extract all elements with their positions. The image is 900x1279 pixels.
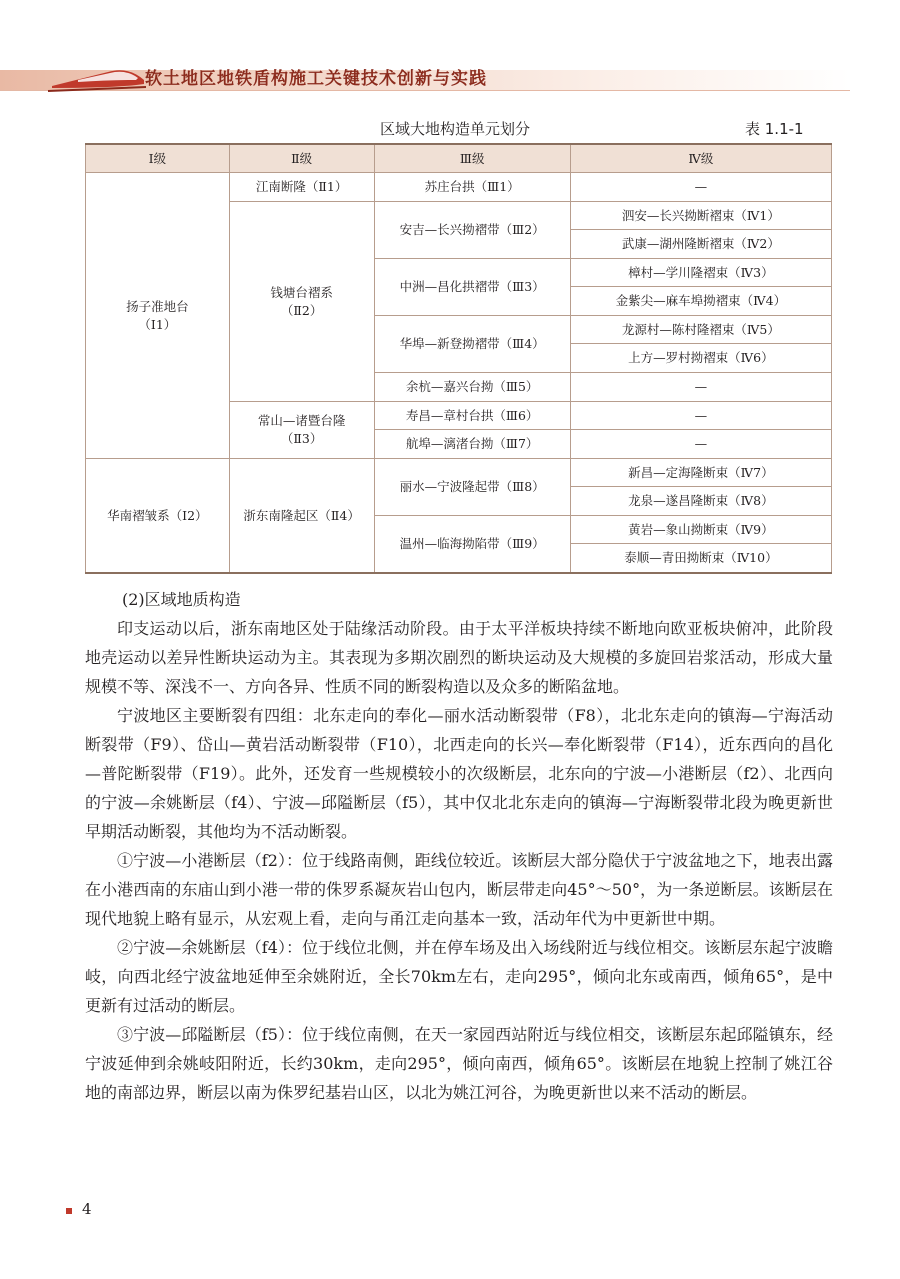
level4-cell: 泰顺—青田拗断束（Ⅳ10）: [570, 544, 831, 574]
level4-cell: 樟村—学川隆褶束（Ⅳ3）: [570, 259, 831, 287]
level4-cell: 金紫尖—麻车埠拗褶束（Ⅳ4）: [570, 287, 831, 316]
level4-cell: —: [570, 373, 831, 402]
page-number: 4: [82, 1200, 92, 1218]
header-level-3: Ⅲ级: [374, 144, 570, 173]
section-heading: (2)区域地质构造: [122, 590, 241, 609]
level4-cell: 上方—罗村拗褶束（Ⅳ6）: [570, 344, 831, 373]
level3-cell: 华埠—新登拗褶带（Ⅲ4）: [374, 316, 570, 373]
level3-cell: 丽水—宁波隆起带（Ⅲ8）: [374, 459, 570, 516]
level4-cell: 新昌—定海隆断束（Ⅳ7）: [570, 459, 831, 487]
paragraph-1: 印支运动以后，浙东南地区处于陆缘活动阶段。由于太平洋板块持续不断地向欧亚板块俯冲，此阶段地壳运动以差异性断块运动为主。其表现为多期次剧烈的断块运动及大规模的多旋回岩浆活动，形成大量规模不等、深浅不一、方向各异、性质不同的断裂构造以及众多的断陷盆地。: [85, 619, 833, 696]
table-number: 表 1.1-1: [745, 120, 804, 138]
level4-cell: 龙泉—遂昌隆断束（Ⅳ8）: [570, 487, 831, 516]
level1-cell: 华南褶皱系（Ⅰ2）: [86, 459, 230, 574]
level2-name: 钱塘台褶系: [270, 284, 333, 300]
header-level-2: Ⅱ级: [229, 144, 374, 173]
level3-cell: 安吉—长兴拗褶带（Ⅲ2）: [374, 202, 570, 259]
level4-cell: 武康—湖州隆断褶束（Ⅳ2）: [570, 230, 831, 259]
level2-code: （Ⅱ2）: [280, 302, 323, 318]
level2-cell: [229, 402, 374, 459]
level1-name: 扬子准地台: [126, 298, 189, 314]
page-marker-square: [66, 1208, 72, 1214]
level3-cell: 余杭—嘉兴台拗（Ⅲ5）: [374, 373, 570, 402]
header-title: 软土地区地铁盾构施工关键技术创新与实践: [145, 69, 487, 89]
table-row: [86, 459, 832, 487]
level1-cell: [86, 173, 230, 459]
level3-cell: 苏庄台拱（Ⅲ1）: [374, 173, 570, 202]
level2-code: （Ⅱ3）: [280, 431, 323, 446]
table-caption: 区域大地构造单元划分: [380, 120, 531, 138]
level3-cell: 寿昌—章村台拱（Ⅲ6）: [374, 402, 570, 430]
level2-cell: 江南断隆（Ⅱ1）: [229, 173, 374, 202]
page-header: [0, 0, 900, 100]
table-header-row: [86, 144, 832, 173]
level2-name: 常山—诸暨台隆: [257, 413, 346, 428]
level2-cell: 浙东南隆起区（Ⅱ4）: [229, 459, 374, 574]
level4-cell: 泗安—长兴拗断褶束（Ⅳ1）: [570, 202, 831, 230]
level4-cell: —: [570, 402, 831, 430]
header-level-4: Ⅳ级: [570, 144, 831, 173]
level1-code: （Ⅰ1）: [138, 316, 177, 332]
level4-cell: 黄岩—象山拗断束（Ⅳ9）: [570, 516, 831, 544]
level2-cell: [229, 202, 374, 402]
level4-cell: —: [570, 430, 831, 459]
paragraph-3: ①宁波—小港断层（f2）：位于线路南侧，距线位较近。该断层大部分隐伏于宁波盆地之下，地表出露在小港西南的东庙山到小港一带的侏罗系凝灰岩山包内，断层带走向45°～50°，为一条逆断层。该断层在现代地貌上略有显示，从宏观上看，走向与甬江走向基本一致，活动年代为中更新世中期。: [85, 851, 833, 928]
level3-cell: 中洲—昌化拱褶带（Ⅲ3）: [374, 259, 570, 316]
tectonic-units-table: [85, 143, 832, 574]
level4-cell: —: [570, 173, 831, 202]
train-icon: [48, 58, 148, 94]
level3-cell: 温州—临海拗陷带（Ⅲ9）: [374, 516, 570, 574]
level3-cell: 航埠—漓渚台拗（Ⅲ7）: [374, 430, 570, 459]
table-row: [86, 173, 832, 202]
paragraph-5: ③宁波—邱隘断层（f5）：位于线位南侧，在天一家园西站附近与线位相交，该断层东起邱隘镇东，经宁波延伸到余姚岐阳附近，长约30km，走向295°，倾向南西，倾角65°。该断层在地貌上控制了姚江谷地的南部边界，断层以南为侏罗纪基岩山区，以北为姚江河谷，为晚更新世以来不活动的断层。: [85, 1025, 833, 1102]
header-level-1: Ⅰ级: [86, 144, 230, 173]
paragraph-2: 宁波地区主要断裂有四组：北东走向的奉化—丽水活动断裂带（F8），北北东走向的镇海—宁海活动断裂带（F9）、岱山—黄岩活动断裂带（F10），北西走向的长兴—奉化断裂带（F14），近东西向的昌化—普陀断裂带（F19）。此外，还发育一些规模较小的次级断层，北东向的宁波—小港断层（f2）、北西向的宁波—余姚断层（f4）、宁波—邱隘断层（f5），其中仅北北东走向的镇海—宁海断裂带北段为晚更新世早期活动断裂，其他均为不活动断裂。: [85, 706, 833, 841]
level4-cell: 龙源村—陈村隆褶束（Ⅳ5）: [570, 316, 831, 344]
body-text: [85, 585, 833, 1107]
paragraph-4: ②宁波—余姚断层（f4）：位于线位北侧，并在停车场及出入场线附近与线位相交。该断层东起宁波瞻岐，向西北经宁波盆地延伸至余姚附近，全长70km左右，走向295°，倾向北东或南西，倾角65°，是中更新有过活动的断层。: [85, 938, 833, 1015]
